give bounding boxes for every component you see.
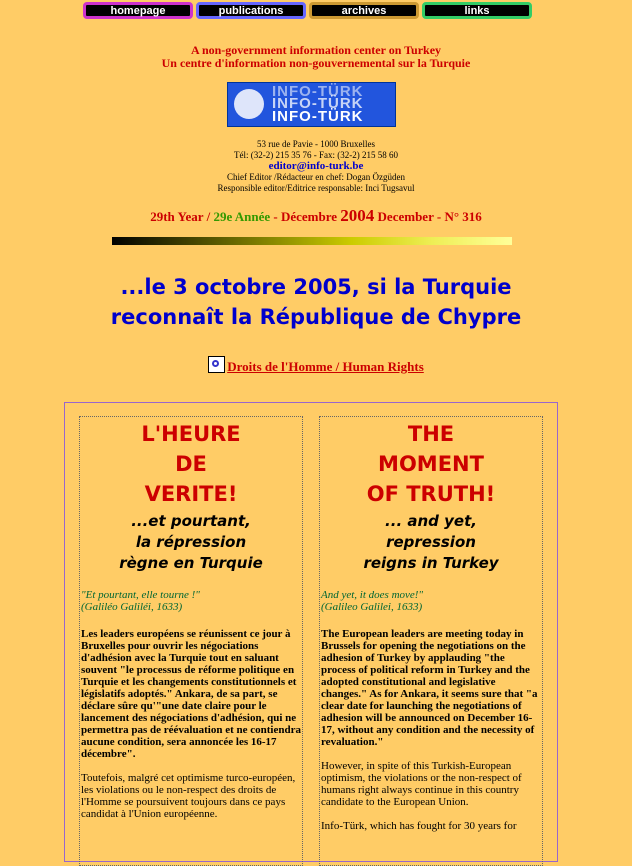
info-turk-logo xyxy=(227,82,396,127)
title-en-line-1: THE xyxy=(407,422,455,446)
logo-text-shadow-1: INFO-TÜRK xyxy=(272,83,364,100)
human-rights-link[interactable]: Droits de l'Homme / Human Rights xyxy=(227,359,424,374)
main-headline xyxy=(0,272,632,332)
section-link-row xyxy=(0,356,632,375)
intro-line-fr: Un centre d'information non-gouvernemental sur la Turquie xyxy=(161,56,471,70)
paragraph-fr-1: Les leaders européens se réunissent ce jour à Bruxelles pour ouvrir les négociations d'adhésion avec la Turquie tout en saluant souvent "le processus de réforme politique en Turquie et les changements constitutionnels et législatifs adoptés." Ankara, de sa part, se déclare sûre qu'"une date claire pour le lancement des négociations d'adhésion, qui ne permettra pas de réévaluation et ne contiendra aucune condition, sera annoncée les 16-17 décembre". xyxy=(81,628,301,760)
paragraph-en-3: Info-Türk, which has fought for 30 years for xyxy=(321,820,517,832)
address-block xyxy=(0,139,632,194)
street-address: 53 rue de Pavie - 1000 Bruxelles xyxy=(257,139,375,149)
quote-en-text: And yet, it does move!" xyxy=(321,589,424,601)
links-button[interactable]: links xyxy=(422,2,532,19)
logo-text: INFO-TÜRK xyxy=(272,108,364,125)
headline-line-1: ...le 3 octobre 2005, si la Turquie xyxy=(120,275,512,299)
subtitle-en xyxy=(321,511,541,574)
publications-button[interactable]: publications xyxy=(196,2,306,19)
target-icon[interactable] xyxy=(208,356,225,373)
intro-text xyxy=(0,44,632,70)
year-en: 29th Year xyxy=(150,209,204,224)
title-fr-line-1: L'HEURE xyxy=(141,422,241,446)
archives-button[interactable]: archives xyxy=(309,2,419,19)
quote-fr xyxy=(81,589,301,613)
subtitle-fr xyxy=(81,511,301,574)
subtitle-fr-line-1: ...et pourtant, xyxy=(131,512,251,530)
logo-text-shadow-2: INFO-TÜRK xyxy=(272,95,364,112)
subtitle-fr-line-3: règne en Turquie xyxy=(119,554,263,572)
issue-month: - Décembre xyxy=(270,209,341,224)
gradient-divider xyxy=(112,237,512,245)
editor-email-link[interactable]: editor@info-turk.be xyxy=(268,160,364,172)
homepage-button[interactable]: homepage xyxy=(83,2,193,19)
subtitle-en-line-1: ... and yet, xyxy=(385,512,477,530)
subtitle-fr-line-2: la répression xyxy=(135,533,247,551)
paragraph-en-1: The European leaders are meeting today in Brussels for opening the negotiations on the adhesion of Turkey by applauding "the process of political reform in Turkey and the adopted constitutional and legislative changes." As for Ankara, it seems sure that "a clear date for launching the negotiations of adhesion will be announced on December 16-17, without any condition and the necessity of revaluation." xyxy=(321,628,538,748)
subtitle-en-line-3: reigns in Turkey xyxy=(363,554,499,572)
issue-number: December - N° 316 xyxy=(374,209,482,224)
title-en-line-2: MOMENT xyxy=(378,452,484,476)
title-fr-line-3: VERITE! xyxy=(144,482,238,506)
year-fr: 29e Année xyxy=(213,209,271,224)
quote-fr-source: (Galiléo Galiléi, 1633) xyxy=(81,601,183,613)
quote-fr-text: "Et pourtant, elle tourne !" xyxy=(81,589,200,601)
intro-line-en: A non-government information center on Turkey xyxy=(190,43,442,57)
top-navigation xyxy=(83,2,532,19)
issue-year: 2004 xyxy=(340,206,375,225)
article-column-en xyxy=(319,416,543,866)
headline-line-2: reconnaît la République de Chypre xyxy=(110,305,522,329)
article-column-fr xyxy=(79,416,303,866)
chief-editor: Chief Editor /Rédacteur en chef: Dogan Özgüden xyxy=(227,172,405,182)
quote-en xyxy=(321,589,541,613)
title-en-line-3: OF TRUTH! xyxy=(366,482,496,506)
globe-icon xyxy=(234,89,264,119)
paragraph-en-2: However, in spite of this Turkish-European optimism, the violations or the non-respect of humans right always continue in this country candidate to the European Union. xyxy=(321,760,522,808)
title-fr-line-2: DE xyxy=(175,452,207,476)
year-separator: / xyxy=(203,209,214,224)
issue-line xyxy=(0,206,632,226)
responsible-editor: Responsible editor/Editrice responsable: Inci Tugsavul xyxy=(217,183,415,193)
subtitle-en-line-2: repression xyxy=(386,533,476,551)
phone-fax: Tél: (32-2) 215 35 76 - Fax: (32-2) 215 58 60 xyxy=(234,150,398,160)
quote-en-source: (Galileo Galilei, 1633) xyxy=(321,601,423,613)
paragraph-fr-2: Toutefois, malgré cet optimisme turco-européen, les violations ou le non-respect des droits de l'Homme se poursuivent toujours dans ce pays candidat à l'Union européenne. xyxy=(81,772,296,820)
